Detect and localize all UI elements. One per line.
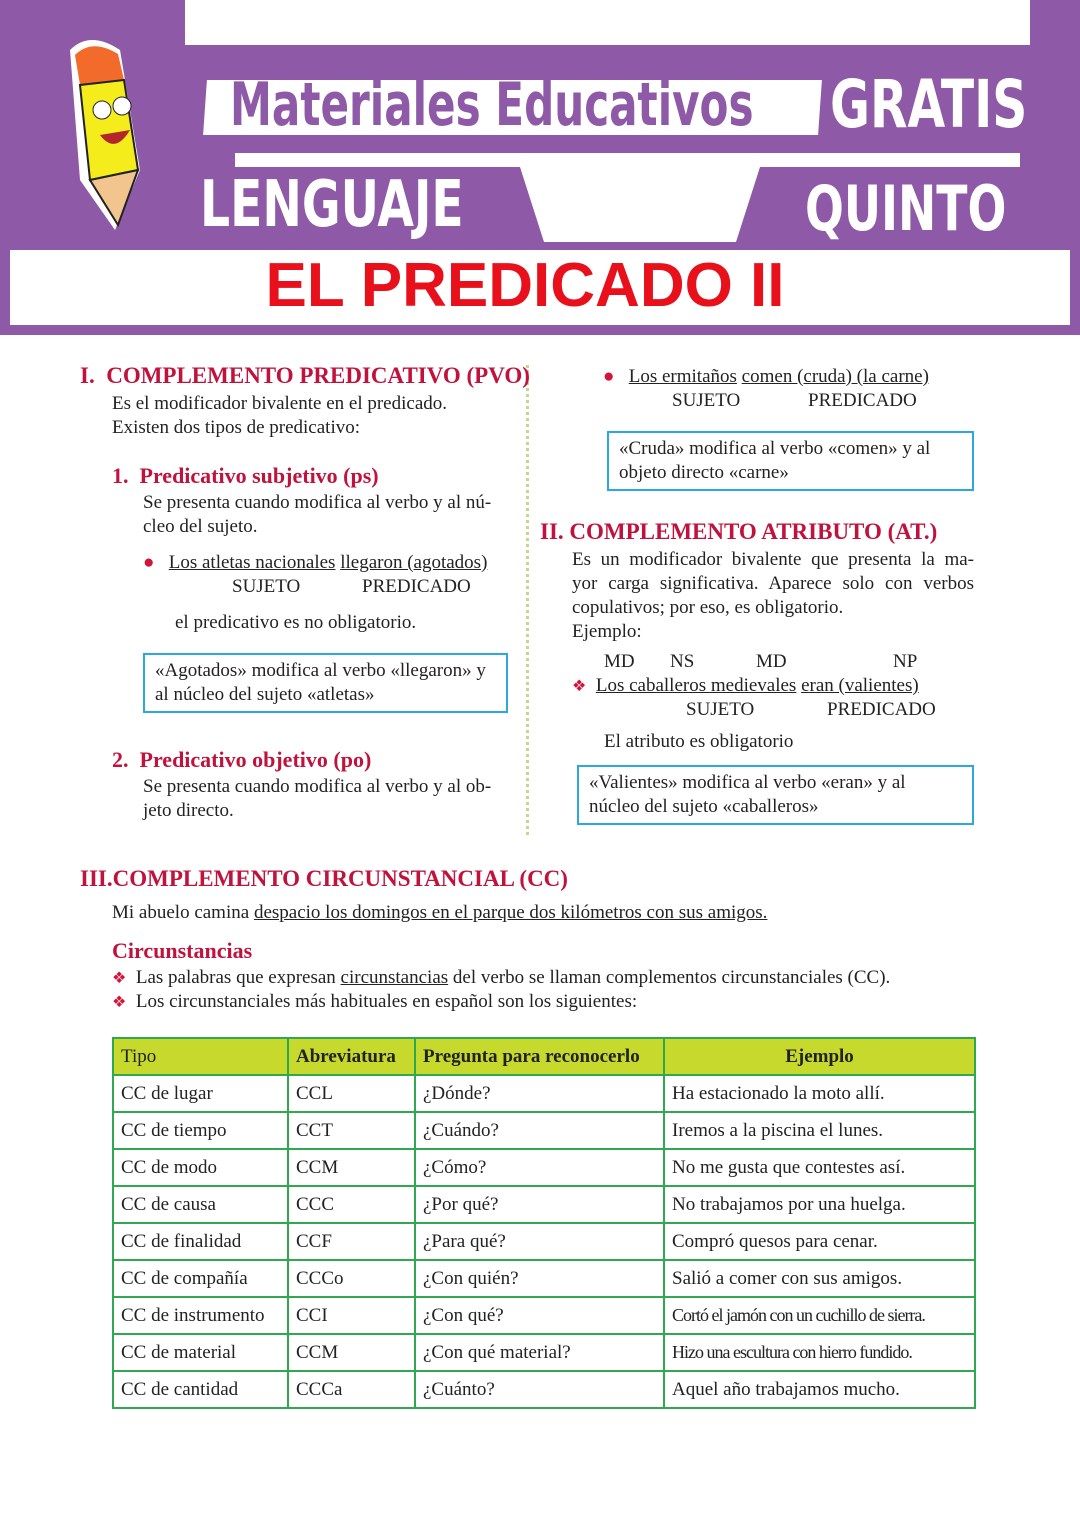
label-np: NP <box>893 651 918 672</box>
table-cell: No trabajamos por una huelga. <box>664 1186 975 1223</box>
note-box: «Agotados» modifica al verbo «llegaron» y al núcleo del sujeto «atletas» <box>143 653 508 713</box>
table-row <box>113 1223 975 1260</box>
example-sentence: ❖ Los caballeros medievales eran (valientes) <box>572 675 919 696</box>
subheading-circunstancias: Circunstancias <box>112 938 253 963</box>
table-row <box>113 1334 975 1371</box>
table-cell: ¿Con qué material? <box>415 1334 664 1371</box>
table-cell: CCCa <box>288 1371 415 1408</box>
table-cell: CCT <box>288 1112 415 1149</box>
subheading-po: 2. Predicativo objetivo (po) <box>112 747 372 772</box>
table-cell: CC de instrumento <box>113 1297 288 1334</box>
subject-text: LENGUAJE <box>200 168 464 242</box>
text: Es el modificador bivalente en el predicado. <box>112 393 448 414</box>
table-cell: ¿Cuándo? <box>415 1112 664 1149</box>
table-cell: CCM <box>288 1334 415 1371</box>
column-header: Ejemplo <box>664 1038 975 1075</box>
table-cell: CC de compañía <box>113 1260 288 1297</box>
column-header: Abreviatura <box>288 1038 415 1075</box>
text: Existen dos tipos de predicativo: <box>112 417 361 438</box>
note-box: «Valientes» modifica al verbo «eran» y al núcleo del sujeto «caballeros» <box>577 765 974 825</box>
table-cell: CCM <box>288 1149 415 1186</box>
table-row <box>113 1297 975 1334</box>
pencil-mascot-icon <box>40 30 180 230</box>
example-sentence: ● Los ermitaños comen (cruda) (la carne) <box>603 366 929 387</box>
table-row <box>113 1149 975 1186</box>
note-box: «Cruda» modifica al verbo «comen» y al objeto directo «carne» <box>607 431 974 491</box>
section-2-heading: II. COMPLEMENTO ATRIBUTO (AT.) <box>540 519 938 544</box>
table-cell: No me gusta que contestes así. <box>664 1149 975 1186</box>
table-cell: ¿Por qué? <box>415 1186 664 1223</box>
table-row <box>113 1371 975 1408</box>
table-cell: CC de lugar <box>113 1075 288 1112</box>
table-row <box>113 1260 975 1297</box>
gratis-text: GRATIS <box>830 66 1028 143</box>
table-cell: CCL <box>288 1075 415 1112</box>
table-cell: CCI <box>288 1297 415 1334</box>
table-cell: CCCo <box>288 1260 415 1297</box>
section-3-heading: III.COMPLEMENTO CIRCUNSTANCIAL (CC) <box>80 866 568 891</box>
table-cell: Ha estacionado la moto allí. <box>664 1075 975 1112</box>
table-cell: Cortó el jamón con un cuchillo de sierra. <box>664 1297 975 1334</box>
label-sujeto: SUJETO <box>232 576 301 597</box>
table-cell: Iremos a la piscina el lunes. <box>664 1112 975 1149</box>
label-md: MD <box>604 651 635 672</box>
label-sujeto: SUJETO <box>672 390 741 411</box>
label-predicado: PREDICADO <box>808 390 917 411</box>
header-banner <box>0 0 1080 335</box>
table-row <box>113 1075 975 1112</box>
text: Se presenta cuando modifica al verbo y al ob- <box>143 776 492 797</box>
table-header-row <box>113 1038 975 1075</box>
text: cleo del sujeto. <box>143 516 258 537</box>
text: Se presenta cuando modifica al verbo y al nú- <box>143 492 492 513</box>
column-divider <box>526 365 529 835</box>
column-header: Pregunta para reconocerlo <box>415 1038 664 1075</box>
subheading-ps: 1. Predicativo subjetivo (ps) <box>112 463 379 488</box>
bullet: ❖ Las palabras que expresan circunstancias del verbo se llaman complementos circunstanciales (CC). <box>112 967 891 988</box>
table-cell: ¿Cómo? <box>415 1149 664 1186</box>
text: Ejemplo: <box>572 621 642 642</box>
page-title: EL PREDICADO II <box>265 251 785 320</box>
example-sentence: Mi abuelo camina despacio los domingos en el parque dos kilómetros con sus amigos. <box>112 902 768 923</box>
table-cell: Aquel año trabajamos mucho. <box>664 1371 975 1408</box>
table-row <box>113 1112 975 1149</box>
table-cell: CC de cantidad <box>113 1371 288 1408</box>
table-cell: ¿Con qué? <box>415 1297 664 1334</box>
text: yor carga significativa. Aparece solo con verbos <box>572 573 974 594</box>
table-cell: CCC <box>288 1186 415 1223</box>
text: Es un modificador bivalente que presenta la ma- <box>572 549 974 570</box>
table-cell: ¿Con quién? <box>415 1260 664 1297</box>
grade-text: QUINTO <box>805 172 1007 245</box>
brand-text: Materiales Educativos <box>230 70 754 140</box>
text: El atributo es obligatorio <box>604 731 794 752</box>
table-cell: CC de finalidad <box>113 1223 288 1260</box>
label-md: MD <box>756 651 787 672</box>
label-predicado: PREDICADO <box>827 699 936 720</box>
table-cell: CC de modo <box>113 1149 288 1186</box>
table-cell: ¿Dónde? <box>415 1075 664 1112</box>
label-ns: NS <box>670 651 695 672</box>
label-sujeto: SUJETO <box>686 699 755 720</box>
text: el predicativo es no obligatorio. <box>175 612 417 633</box>
table-row <box>113 1186 975 1223</box>
bullet: ❖ Los circunstanciales más habituales en español son los siguientes: <box>112 991 638 1012</box>
table-cell: Salió a comer con sus amigos. <box>664 1260 975 1297</box>
table-cell: CC de causa <box>113 1186 288 1223</box>
circumstantial-table <box>112 1037 976 1409</box>
section-1-heading: I. COMPLEMENTO PREDICATIVO (PVO) <box>80 363 530 388</box>
text: jeto directo. <box>143 800 234 821</box>
text: copulativos; por eso, es obligatorio. <box>572 597 844 618</box>
table-cell: ¿Cuánto? <box>415 1371 664 1408</box>
table-cell: Hizo una escultura con hierro fundido. <box>664 1334 975 1371</box>
table-cell: CC de tiempo <box>113 1112 288 1149</box>
column-header: Tipo <box>113 1038 288 1075</box>
label-predicado: PREDICADO <box>362 576 471 597</box>
table-cell: CCF <box>288 1223 415 1260</box>
example-sentence: ● Los atletas nacionales llegaron (agotados) <box>143 552 488 573</box>
table-cell: ¿Para qué? <box>415 1223 664 1260</box>
table-cell: Compró quesos para cenar. <box>664 1223 975 1260</box>
table-cell: CC de material <box>113 1334 288 1371</box>
